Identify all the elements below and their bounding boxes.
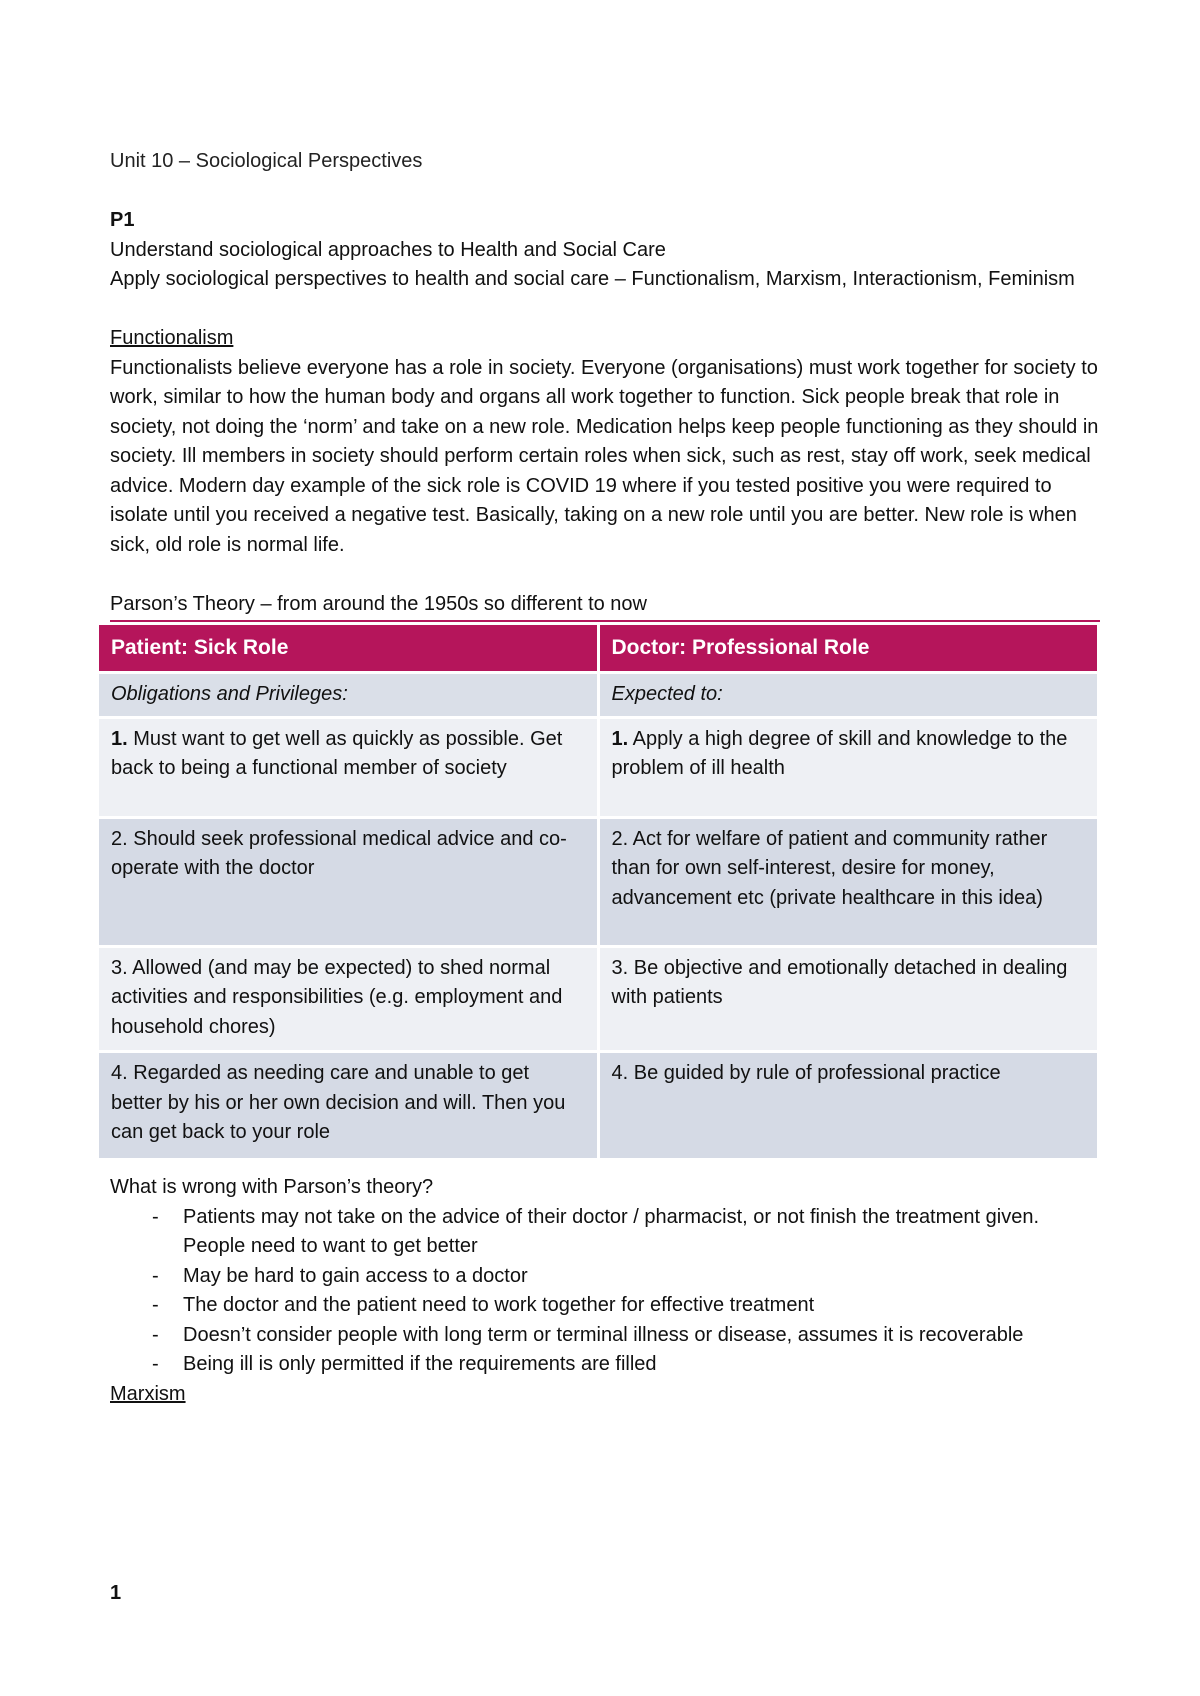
- table-cell: 2. Act for welfare of patient and community rather than for own self-interest, desire for money, advancement etc (private healthcare in this idea): [600, 819, 1098, 945]
- table-header-row: [99, 625, 1097, 671]
- table-cell: [99, 719, 597, 816]
- table-cell: [600, 719, 1098, 816]
- row-number: 1.: [111, 727, 128, 750]
- critique-heading: What is wrong with Parson’s theory?: [110, 1176, 434, 1198]
- document-content: [110, 147, 1100, 1409]
- list-item: - The doctor and the patient need to work together for effective treatment: [183, 1291, 1100, 1321]
- table-row: [99, 819, 1097, 945]
- section-code: P1: [110, 209, 135, 231]
- row-number: 1.: [611, 727, 629, 750]
- cell-text: Apply a high degree of skill and knowledge to the problem of ill health: [611, 727, 1068, 779]
- header-doctor-professional-role: Doctor: Professional Role: [600, 625, 1098, 671]
- cell-text: Must want to get well as quickly as possible. Get back to being a functional member of society: [111, 727, 563, 779]
- functionalism-body: Functionalists believe everyone has a role in society. Everyone (organisations) must work together for society to work, similar to how the human body and organs all work together to function. Sick people break that role in society, not doing the ‘norm’ and take on a new role. Medication helps keep people functioning as they should in society. Ill members in society should perform certain roles when sick, such as rest, stay off work, seek medical advice. Modern day example of the sick role is COVID 19 where if you tested positive you were required to isolate until you received a negative test. Basically, taking on a new role until you are better. New role is when sick, old role is normal life.: [110, 356, 1099, 556]
- page-number: 1: [110, 1582, 122, 1604]
- table-cell: 3. Be objective and emotionally detached in dealing with patients: [600, 948, 1098, 1051]
- header-patient-sick-role: Patient: Sick Role: [99, 625, 597, 671]
- table-cell: 2. Should seek professional medical advice and co-operate with the doctor: [99, 819, 597, 945]
- critique-section: [110, 1173, 1100, 1409]
- table-row: [99, 948, 1097, 1051]
- list-item: - May be hard to gain access to a doctor: [183, 1262, 1100, 1292]
- table-cell: 4. Be guided by rule of professional practice: [600, 1053, 1098, 1158]
- table-cell: 4. Regarded as needing care and unable to get better by his or her own decision and will. Then you can get back to your role: [99, 1053, 597, 1158]
- intro-line-2: Apply sociological perspectives to health and social care – Functionalism, Marxism, Interactionism, Feminism: [110, 268, 1075, 290]
- subheader-expected: Expected to:: [600, 674, 1098, 716]
- table-row: [99, 719, 1097, 816]
- critique-list: [110, 1203, 1100, 1380]
- list-item: - Doesn’t consider people with long term or terminal illness or disease, assumes it is recoverable: [183, 1321, 1100, 1351]
- table-subheader-row: [99, 674, 1097, 716]
- parsons-theory-table: [96, 622, 1100, 1161]
- list-item: - Patients may not take on the advice of their doctor / pharmacist, or not finish the treatment given. People need to want to get better: [183, 1203, 1100, 1262]
- subheader-obligations: Obligations and Privileges:: [99, 674, 597, 716]
- table-cell: 3. Allowed (and may be expected) to shed normal activities and responsibilities (e.g. employment and household chores): [99, 948, 597, 1051]
- document-title: Unit 10 – Sociological Perspectives: [110, 150, 423, 172]
- list-item: - Being ill is only permitted if the requirements are filled: [183, 1350, 1100, 1380]
- intro-line-1: Understand sociological approaches to Health and Social Care: [110, 238, 666, 261]
- marxism-heading: Marxism: [110, 1382, 186, 1405]
- table-row: [99, 1053, 1097, 1158]
- functionalism-heading: Functionalism: [110, 327, 234, 349]
- parsons-caption: Parson’s Theory – from around the 1950s so different to now: [110, 590, 1100, 623]
